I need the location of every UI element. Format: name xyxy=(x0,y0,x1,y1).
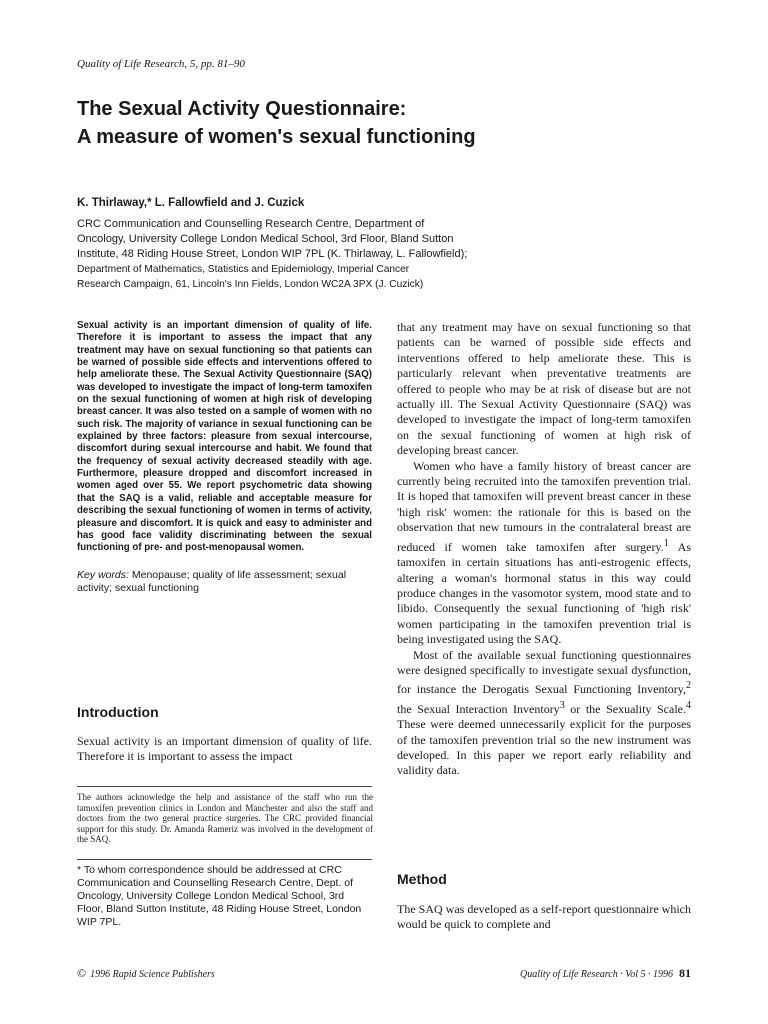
body-text: Women who have a family history of breast cancer are currently being recruited into the tamoxifen prevention trial. It is hoped that tamoxifen will prevent breast cancer in these 'high risk' women: the rationale for this is based on the observation that new tumours in the contralateral breast are reduced if women take tamoxifen after surgery. xyxy=(397,458,691,554)
left-column xyxy=(77,320,372,595)
footer-journal-name: Quality of Life Research · Vol 5 · 1996 xyxy=(520,969,673,980)
body-paragraph xyxy=(397,459,691,648)
affiliation-block xyxy=(77,217,697,292)
affiliation-line: Oncology, University College London Medical School, 3rd Floor, Bland Sutton xyxy=(77,233,454,245)
correspondence-note: * To whom correspondence should be addressed at CRC Communication and Counselling Research Centre, Dept. of Oncology, University College London Medical School, 3rd Floor, Bland Sutton Institute, 48 Riding House Street, London WIP 7PL. xyxy=(77,864,362,928)
citation-ref: 2 xyxy=(686,680,691,692)
introduction-heading: Introduction xyxy=(77,704,159,720)
affiliation-line: Department of Mathematics, Statistics and Epidemiology, Imperial Cancer xyxy=(77,264,410,275)
footer-journal xyxy=(520,966,691,982)
journal-reference: Quality of Life Research, 5, pp. 81–90 xyxy=(77,58,245,70)
abstract: Sexual activity is an important dimension of quality of life. Therefore it is important to assess the impact that any treatment may have on sexual functioning so that patients can be warned of possible side effects and interventions offered to help ameliorate these. The Sexual Activity Questionnaire (SAQ) was developed to investigate the impact of long-term tamoxifen on the sexual functioning of women at high risk of developing breast cancer. It was also tested on a sample of women with no such risk. The majority of variance in sexual functioning can be explained by three factors: pleasure from sexual intercourse, discomfort during sexual intercourse and habit. We found that the frequency of sexual activity decreased steadily with age. Furthermore, pleasure dropped and discomfort increased in women aged over 55. We report psychometric data showing that the SAQ is a valid, reliable and acceptable measure for describing the sexual functioning of women in terms of activity, pleasure and discomfort. It is quick and easy to administer and has good face validity discriminating between the sexual functioning of pre- and post-menopausal women. xyxy=(77,320,372,554)
citation-ref: 1 xyxy=(663,537,669,549)
paper-title-line-2: A measure of women's sexual functioning xyxy=(77,126,476,148)
citation-ref: 4 xyxy=(685,699,691,711)
keywords xyxy=(77,569,372,595)
body-paragraph xyxy=(397,648,691,779)
author-list: K. Thirlaway,* L. Fallowfield and J. Cuzick xyxy=(77,197,305,209)
copyright-symbol: © xyxy=(77,966,87,980)
citation-ref: 3 xyxy=(559,699,565,711)
paper-title xyxy=(77,95,717,151)
affiliation-line: Research Campaign, 61, Lincoln's Inn Fields, London WC2A 3PX (J. Cuzick) xyxy=(77,279,424,290)
footnote-divider xyxy=(77,859,372,860)
body-text: Most of the available sexual functioning questionnaires were designed specifically to investigate sexual dysfunction, for instance the Derogatis Sexual Functioning Inventory, xyxy=(397,647,691,697)
publisher-name: 1996 Rapid Science Publishers xyxy=(90,969,215,980)
keywords-text: Menopause; quality of life assessment; sexual activity; sexual functioning xyxy=(77,568,347,594)
method-heading: Method xyxy=(397,871,447,887)
body-paragraph: that any treatment may have on sexual functioning so that patients can be warned of possible side effects and interventions offered to help ameliorate these. This is particularly relevant when preventative treatments are offered to people who may be at risk of disease but are not actually ill. The Sexual Activity Questionnaire (SAQ) was developed to investigate the impact of long-term tamoxifen on the sexual functioning of women at high risk of developing breast cancer. xyxy=(397,320,691,458)
footnote-divider xyxy=(77,786,372,787)
keywords-label: Key words: xyxy=(77,568,129,581)
body-text: the Sexual Interaction Inventory xyxy=(397,701,560,716)
body-text: These were deemed unnecessarily explicit for the purposes of the tamoxifen prevention trial so the new instrument was developed. In this paper we report early reliability and validity data. xyxy=(397,717,691,778)
page-number: 81 xyxy=(679,966,691,980)
footer-copyright xyxy=(77,966,215,982)
method-text: The SAQ was developed as a self-report questionnaire which would be quick to complete and xyxy=(397,902,691,932)
body-text: As tamoxifen in certain situations has anti-estrogenic effects, altering a woman's hormonal status in this way could produce changes in the vasomotor system, mood state and to libido. Consequently the sexual functioning of 'high risk' women participating in the tamoxifen prevention trial is being investigated using the SAQ. xyxy=(397,539,691,647)
affiliation-line: CRC Communication and Counselling Research Centre, Department of xyxy=(77,218,425,230)
body-text: or the Sexuality Scale. xyxy=(564,701,686,716)
paper-title-line-1: The Sexual Activity Questionnaire: xyxy=(77,98,407,120)
right-column xyxy=(397,320,691,779)
affiliation-line: Institute, 48 Riding House Street, London WIP 7PL (K. Thirlaway, L. Fallowfield); xyxy=(77,248,468,260)
acknowledgement-note: The authors acknowledge the help and assistance of the staff who run the tamoxifen prevention clinics in London and Manchester and also the staff and doctors from the two general practice surgeries. The CRC provided financial support for this study. Dr. Amanda Rameriz was involved in the development of the SAQ. xyxy=(77,792,373,845)
introduction-text: Sexual activity is an important dimension of quality of life. Therefore it is important to assess the impact xyxy=(77,734,372,763)
